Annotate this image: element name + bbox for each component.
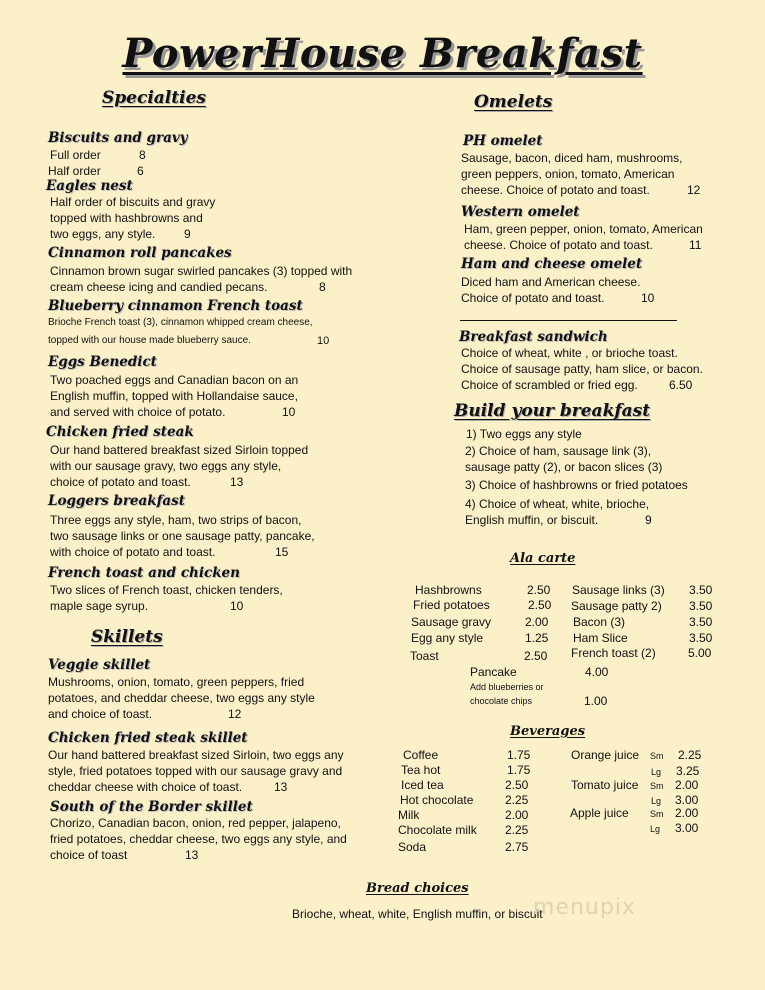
bev-price-6: 2.75 (505, 840, 529, 854)
veggie-skillet-desc-1: Mushrooms, onion, tomato, green peppers, fried (48, 675, 305, 689)
alacarte-right-name-1: Sausage patty 2) (571, 599, 662, 613)
alacarte-left-price-0: 2.50 (527, 583, 551, 597)
french-toast-chicken-name: French toast and chicken (48, 565, 240, 581)
full-order-price: 8 (139, 148, 146, 162)
veggie-skillet-desc-2: potatoes, and cheddar cheese, two eggs any style (48, 691, 315, 705)
pancake-addon-1: Add blueberries or (470, 682, 544, 692)
juice-name-0: Orange juice (571, 748, 640, 762)
cinnamon-pancakes-desc-1: Cinnamon brown sugar swirled pancakes (3) topped with (50, 264, 353, 278)
divider-line (460, 320, 677, 321)
pancake-price: 4.00 (585, 665, 609, 679)
alacarte-right-name-2: Bacon (3) (573, 615, 626, 629)
juice-lg-label-0: Lg (651, 767, 662, 777)
south-border-skillet-desc-1: Chorizo, Canadian bacon, onion, red pepper, jalapeno, (50, 816, 341, 830)
ham-cheese-omelet-price: 10 (641, 291, 655, 305)
alacarte-right-price-2: 3.50 (689, 615, 713, 629)
ph-omelet-price: 12 (687, 183, 701, 197)
juice-lg-price-0: 3.25 (676, 764, 700, 778)
alacarte-left-name-4: Toast (410, 649, 439, 663)
south-border-skillet-desc-3: choice of toast (50, 848, 128, 862)
alacarte-right-price-0: 3.50 (689, 583, 713, 597)
chicken-fried-steak-desc-2: with our sausage gravy, two eggs any style, (50, 459, 282, 473)
bev-name-1: Tea hot (401, 763, 441, 777)
bev-price-4: 2.00 (505, 808, 529, 822)
ph-omelet-desc-2: green peppers, onion, tomato, American (461, 167, 675, 181)
loggers-breakfast-desc-1: Three eggs any style, ham, two strips of bacon, (50, 513, 302, 527)
juice-name-1: Tomato juice (571, 778, 639, 792)
cfs-skillet-name: Chicken fried steak skillet (48, 730, 248, 746)
watermark-logo: menupix (533, 895, 636, 920)
loggers-breakfast-name: Loggers breakfast (48, 493, 186, 509)
bread-choices-text: Brioche, wheat, white, English muffin, or biscuit (292, 907, 543, 921)
build-price: 9 (645, 513, 652, 527)
alacarte-right-name-4: French toast (2) (571, 646, 656, 660)
western-omelet-name: Western omelet (461, 204, 580, 220)
juice-lg-label-2: Lg (650, 824, 661, 834)
alacarte-left-price-3: 1.25 (525, 631, 549, 645)
alacarte-right-price-1: 3.50 (689, 599, 713, 613)
blueberry-toast-price: 10 (317, 335, 330, 347)
alacarte-right-name-0: Sausage links (3) (572, 583, 665, 597)
pancake-addon-2: chocolate chips (470, 696, 533, 706)
loggers-breakfast-desc-2: two sausage links or one sausage patty, pancake, (50, 529, 315, 543)
bev-price-1: 1.75 (507, 763, 531, 777)
breakfast-sandwich-desc-1: Choice of wheat, white , or brioche toast. (461, 346, 678, 360)
menu-title: PowerHouse Breakfast (122, 30, 643, 77)
cfs-skillet-desc-2: style, fried potatoes topped with our sausage gravy and (48, 764, 343, 778)
ph-omelet-desc-3: cheese. Choice of potato and toast. (461, 183, 650, 197)
chicken-fried-steak-desc-1: Our hand battered breakfast sized Sirloin topped (50, 443, 309, 457)
beverages-heading: Beverages (510, 724, 586, 739)
build-step-4: 4) Choice of wheat, white, brioche, (465, 497, 650, 511)
blueberry-toast-name: Blueberry cinnamon French toast (48, 298, 303, 314)
build-breakfast-heading: Build your breakfast (454, 401, 651, 421)
western-omelet-desc-2: cheese. Choice of potato and toast. (464, 238, 653, 252)
veggie-skillet-desc-3: and choice of toast. (48, 707, 153, 721)
breakfast-sandwich-desc-3: Choice of scrambled or fried egg. (461, 378, 638, 392)
bev-name-3: Hot chocolate (400, 793, 474, 807)
breakfast-sandwich-desc-2: Choice of sausage patty, ham slice, or bacon. (461, 362, 703, 376)
bev-name-4: Milk (398, 808, 420, 822)
full-order-label: Full order (50, 148, 101, 162)
alacarte-right-price-3: 3.50 (689, 631, 713, 645)
ph-omelet-name: PH omelet (463, 133, 543, 149)
south-border-skillet-desc-2: fried potatoes, cheddar cheese, two eggs any style, and (50, 832, 347, 846)
build-step-2: 2) Choice of ham, sausage link (3), (465, 444, 652, 458)
juice-sm-price-2: 2.00 (675, 806, 699, 820)
eagles-nest-desc-3: two eggs, any style. (50, 227, 156, 241)
cinnamon-pancakes-price: 8 (319, 280, 326, 294)
juice-sm-label-1: Sm (650, 781, 664, 791)
eggs-benedict-desc-2: English muffin, topped with Hollandaise sauce, (50, 389, 298, 403)
bev-name-6: Soda (398, 840, 427, 854)
juice-sm-label-0: Sm (650, 751, 664, 761)
cfs-skillet-desc-3: cheddar cheese with choice of toast. (48, 780, 243, 794)
ham-cheese-omelet-desc-1: Diced ham and American cheese. (461, 275, 641, 289)
half-order-label: Half order (48, 164, 101, 178)
juice-name-2: Apple juice (570, 806, 629, 820)
juice-lg-price-2: 3.00 (675, 821, 699, 835)
alacarte-left-price-4: 2.50 (524, 649, 548, 663)
ham-cheese-omelet-desc-2: Choice of potato and toast. (461, 291, 605, 305)
eagles-nest-price: 9 (184, 227, 191, 241)
biscuits-gravy-name: Biscuits and gravy (48, 130, 188, 146)
breakfast-sandwich-price: 6.50 (669, 378, 693, 392)
veggie-skillet-name: Veggie skillet (48, 657, 151, 673)
build-step-4b: English muffin, or biscuit. (465, 513, 599, 527)
french-toast-chicken-desc-1: Two slices of French toast, chicken tenders, (50, 583, 283, 597)
bev-price-5: 2.25 (505, 823, 529, 837)
alacarte-left-name-3: Egg any style (411, 631, 484, 645)
bev-name-0: Coffee (403, 748, 439, 762)
cfs-skillet-desc-1: Our hand battered breakfast sized Sirloin, two eggs any (48, 748, 344, 762)
western-omelet-price: 11 (689, 238, 702, 252)
bev-name-2: Iced tea (401, 778, 444, 792)
alacarte-left-name-2: Sausage gravy (411, 615, 492, 629)
juice-sm-price-0: 2.25 (678, 748, 702, 762)
eagles-nest-name: Eagles nest (46, 178, 133, 194)
veggie-skillet-price: 12 (228, 707, 242, 721)
alacarte-right-price-4: 5.00 (688, 646, 712, 660)
chicken-fried-steak-name: Chicken fried steak (46, 424, 194, 440)
breakfast-sandwich-name: Breakfast sandwich (459, 329, 608, 345)
ala-carte-heading: Ala carte (510, 551, 576, 566)
chicken-fried-steak-desc-3: choice of potato and toast. (50, 475, 191, 489)
alacarte-left-price-1: 2.50 (528, 598, 552, 612)
bev-price-2: 2.50 (505, 778, 529, 792)
juice-sm-label-2: Sm (650, 809, 664, 819)
pancake-name: Pancake (470, 665, 517, 679)
omelets-heading: Omelets (474, 92, 553, 112)
cinnamon-pancakes-name: Cinnamon roll pancakes (48, 245, 232, 261)
alacarte-left-name-1: Fried potatoes (413, 598, 490, 612)
alacarte-left-name-0: Hashbrowns (415, 583, 482, 597)
cfs-skillet-price: 13 (274, 780, 288, 794)
western-omelet-desc-1: Ham, green pepper, onion, tomato, American (464, 222, 703, 236)
loggers-breakfast-price: 15 (275, 545, 289, 559)
french-toast-chicken-desc-2: maple sage syrup. (50, 599, 149, 613)
alacarte-right-name-3: Ham Slice (573, 631, 628, 645)
juice-lg-label-1: Lg (651, 796, 662, 806)
half-order-price: 6 (137, 164, 144, 178)
south-border-skillet-price: 13 (185, 848, 199, 862)
blueberry-toast-desc-1: Brioche French toast (3), cinnamon whipped cream cheese, (48, 317, 313, 328)
skillets-heading: Skillets (91, 627, 163, 647)
build-step-1: 1) Two eggs any style (466, 427, 582, 441)
ham-cheese-omelet-name: Ham and cheese omelet (461, 256, 643, 272)
eagles-nest-desc-1: Half order of biscuits and gravy (50, 195, 216, 209)
juice-sm-price-1: 2.00 (675, 778, 699, 792)
pancake-addon-price: 1.00 (584, 694, 608, 708)
juice-lg-price-1: 3.00 (675, 793, 699, 807)
bev-price-3: 2.25 (505, 793, 529, 807)
loggers-breakfast-desc-3: with choice of potato and toast. (50, 545, 216, 559)
french-toast-chicken-price: 10 (230, 599, 244, 613)
ph-omelet-desc-1: Sausage, bacon, diced ham, mushrooms, (461, 151, 683, 165)
eggs-benedict-desc-3: and served with choice of potato. (50, 405, 226, 419)
build-step-2b: sausage patty (2), or bacon slices (3) (465, 460, 663, 474)
cinnamon-pancakes-desc-2: cream cheese icing and candied pecans. (50, 280, 268, 294)
eggs-benedict-price: 10 (282, 405, 296, 419)
eggs-benedict-name: Eggs Benedict (48, 354, 157, 370)
build-step-3: 3) Choice of hashbrowns or fried potatoes (465, 478, 688, 492)
eagles-nest-desc-2: topped with hashbrowns and (50, 211, 203, 225)
bev-name-5: Chocolate milk (398, 823, 477, 837)
bread-choices-heading: Bread choices (366, 881, 469, 896)
south-border-skillet-name: South of the Border skillet (50, 799, 253, 815)
chicken-fried-steak-price: 13 (230, 475, 244, 489)
eggs-benedict-desc-1: Two poached eggs and Canadian bacon on an (50, 373, 299, 387)
bev-price-0: 1.75 (507, 748, 531, 762)
blueberry-toast-desc-2: topped with our house made blueberry sauce. (48, 335, 251, 346)
alacarte-left-price-2: 2.00 (525, 615, 549, 629)
specialties-heading: Specialties (102, 88, 206, 108)
